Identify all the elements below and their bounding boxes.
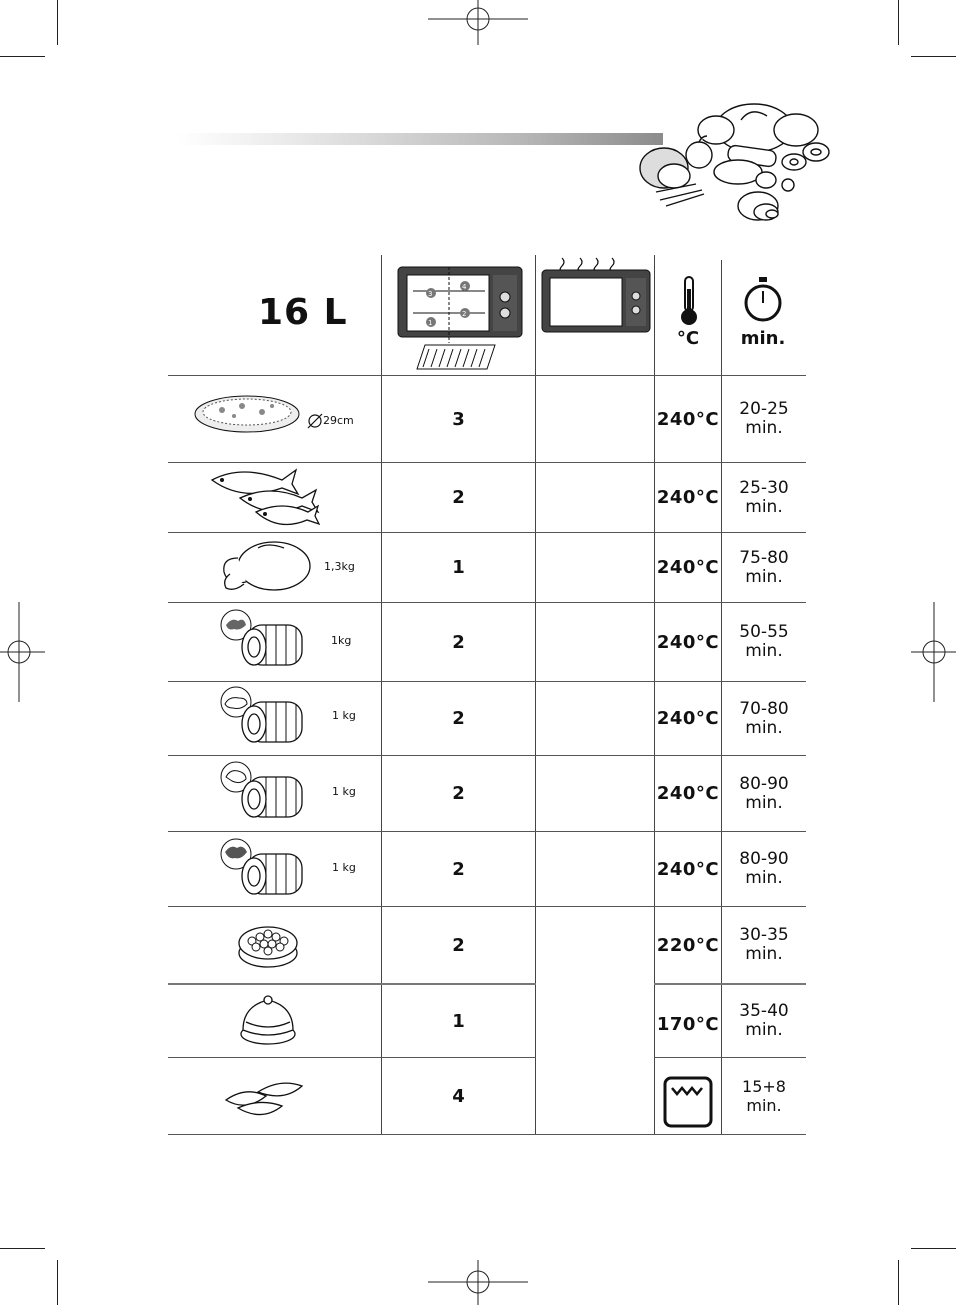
- rack-level: 2: [452, 487, 465, 508]
- cook-time: [722, 756, 806, 831]
- registration-mark-right: [911, 602, 956, 702]
- crop-mark: [57, 0, 58, 45]
- oven-top-heat-icon: [540, 256, 652, 336]
- rack-level: 2: [452, 934, 465, 956]
- cook-time-unit: min.: [745, 868, 783, 888]
- pizza-icon: [192, 392, 302, 438]
- veal-roast-icon: [218, 836, 308, 902]
- crop-mark: [911, 56, 956, 57]
- registration-mark-top: [428, 0, 528, 45]
- temperature: 240°C: [656, 408, 720, 430]
- food-illustration: [636, 100, 834, 228]
- crop-mark: [0, 1248, 45, 1249]
- cook-time-unit: min.: [745, 418, 783, 438]
- cook-time-unit: min.: [745, 944, 783, 964]
- cook-time-range: 35-40: [739, 1001, 789, 1021]
- pizza-size: 29cm: [323, 414, 354, 427]
- svg-text:3: 3: [428, 290, 433, 298]
- cook-time-unit: min.: [745, 792, 783, 813]
- timer-icon: [742, 276, 784, 324]
- cook-time-unit: min.: [745, 566, 783, 587]
- temperature: 240°C: [656, 631, 720, 653]
- rack-level: 1: [452, 557, 465, 578]
- temperature: 170°C: [656, 1013, 720, 1035]
- rack-level: 3: [452, 408, 465, 430]
- cook-time-unit: min.: [745, 641, 783, 661]
- cook-time-unit: min.: [745, 717, 783, 738]
- cook-time: 15+8 min.: [742, 1077, 786, 1115]
- temperature: 240°C: [656, 557, 720, 578]
- oven-capacity-label: 16 L: [258, 292, 348, 333]
- crop-mark: [911, 1248, 956, 1249]
- row-divider: [168, 1134, 806, 1135]
- column-divider: [535, 255, 536, 1135]
- crop-mark: [898, 0, 899, 45]
- cook-time: [722, 907, 806, 983]
- cook-time: [722, 376, 806, 462]
- temperature-unit-label: °C: [676, 327, 700, 349]
- temperature: 240°C: [656, 708, 720, 729]
- beef-roast-icon: [218, 607, 308, 673]
- cook-time: [722, 463, 806, 532]
- lamb-roast-icon: [218, 759, 308, 825]
- roast-weight: 1kg: [331, 634, 352, 647]
- crop-mark: [0, 56, 45, 57]
- temperature: 220°C: [656, 934, 720, 956]
- cook-time-range: 75-80: [739, 547, 789, 568]
- rack-level: 1: [452, 1010, 465, 1032]
- rack-level: 2: [452, 708, 465, 729]
- cook-time: [722, 832, 806, 906]
- registration-mark-bottom: [428, 1260, 528, 1305]
- time-unit-label: min.: [740, 327, 786, 349]
- diameter-icon: [307, 413, 323, 429]
- svg-text:2: 2: [462, 310, 467, 318]
- cook-time-range: 70-80: [739, 698, 789, 719]
- temperature: 240°C: [656, 858, 720, 880]
- chicken-icon: [218, 538, 314, 596]
- cook-time-range: 20-25: [739, 399, 789, 419]
- cook-time: [722, 533, 806, 602]
- cook-time-range: 25-30: [739, 477, 789, 498]
- roast-weight: 1 kg: [332, 861, 356, 874]
- cake-icon: [238, 990, 298, 1048]
- rack-level: 4: [452, 1085, 465, 1107]
- cook-time: [722, 603, 806, 681]
- pork-roast-icon: [218, 684, 308, 750]
- roast-weight: 1 kg: [332, 709, 356, 722]
- cook-time-range: 80-90: [739, 773, 789, 794]
- chicken-weight: 1,3kg: [324, 560, 355, 573]
- fish-icon: [208, 466, 320, 528]
- cook-time-unit: min.: [745, 496, 783, 517]
- temperature: 240°C: [656, 487, 720, 508]
- rack-level: 2: [452, 631, 465, 653]
- crop-mark: [898, 1260, 899, 1305]
- roast-weight: 1 kg: [332, 785, 356, 798]
- title-gradient-bar: [178, 133, 663, 145]
- bread-rolls-icon: [222, 1078, 308, 1122]
- rack-level: 2: [452, 783, 465, 804]
- cook-time-range: 80-90: [739, 849, 789, 869]
- oven-grill-icon: [663, 1076, 713, 1128]
- registration-mark-left: [0, 602, 45, 702]
- cook-time-range: 50-55: [739, 622, 789, 642]
- svg-text:4: 4: [462, 283, 467, 291]
- cook-time: [722, 682, 806, 755]
- oven-rack-positions-icon: [395, 265, 527, 371]
- cook-time-range: 30-35: [739, 925, 789, 945]
- cook-time: [722, 985, 806, 1057]
- crop-mark: [57, 1260, 58, 1305]
- cook-time-unit: min.: [745, 1020, 783, 1040]
- fruit-tart-icon: [236, 915, 300, 971]
- rack-level: 2: [452, 858, 465, 880]
- svg-text:1: 1: [428, 319, 433, 327]
- temperature: 240°C: [656, 783, 720, 804]
